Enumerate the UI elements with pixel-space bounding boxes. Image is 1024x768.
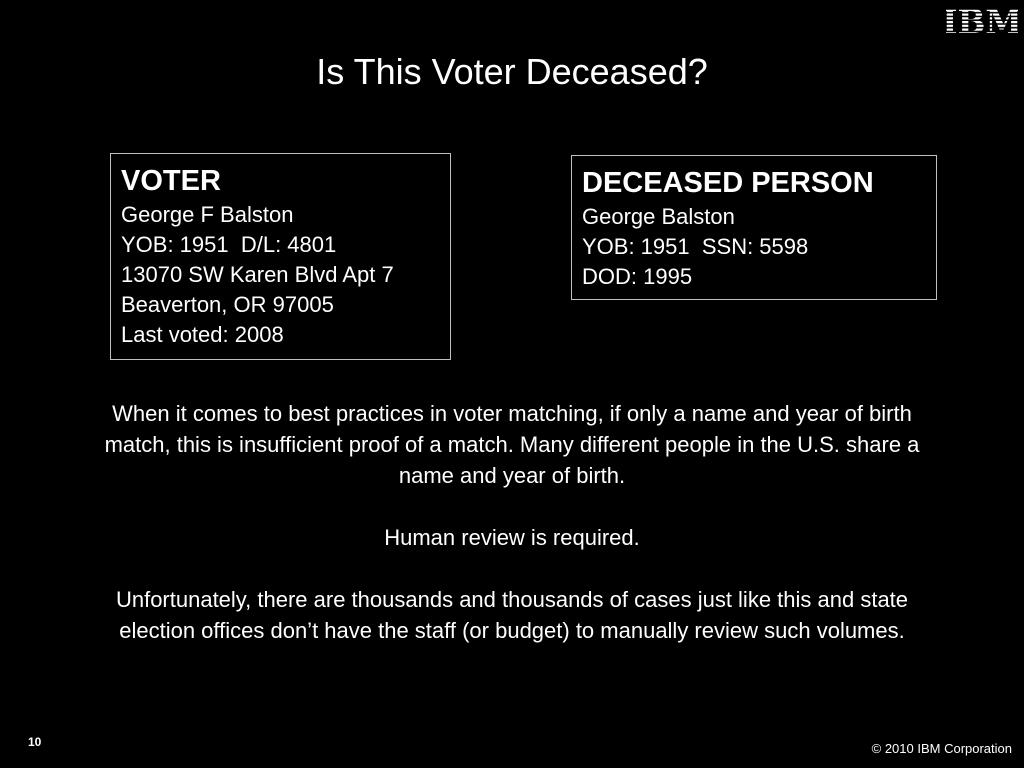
body-text [80,398,944,677]
deceased-card-heading: DECEASED PERSON [582,167,874,199]
copyright-notice: © 2010 IBM Corporation [871,741,1012,756]
body-paragraph-volumes: Unfortunately, there are thousands and thousands of cases just like this and state election offices don’t have the staff (or budget) to manually review such volumes. [115,587,909,643]
slide-title: Is This Voter Deceased? [316,51,708,92]
voter-address: 13070 SW Karen Blvd Apt 7 [121,262,394,287]
deceased-name: George Balston [582,204,735,229]
body-paragraph-review: Human review is required. [384,525,640,550]
page-number: 10 [28,735,42,749]
voter-yob-dl: YOB: 1951 D/L: 4801 [121,232,337,257]
ibm-logo-icon [946,6,1018,36]
voter-last-voted: Last voted: 2008 [121,322,284,347]
body-paragraph-matching: When it comes to best practices in voter matching, if only a name and year of birth match, this is insufficient proof of a match. Many different people in the U.S. share a name and year of birth. [104,401,920,488]
deceased-card [571,155,937,300]
deceased-yob-ssn: YOB: 1951 SSN: 5598 [582,234,809,259]
deceased-dod: DOD: 1995 [582,264,693,289]
voter-city: Beaverton, OR 97005 [121,292,334,317]
voter-card [110,153,451,360]
voter-card-heading: VOTER [121,165,221,197]
voter-name: George F Balston [121,202,294,227]
